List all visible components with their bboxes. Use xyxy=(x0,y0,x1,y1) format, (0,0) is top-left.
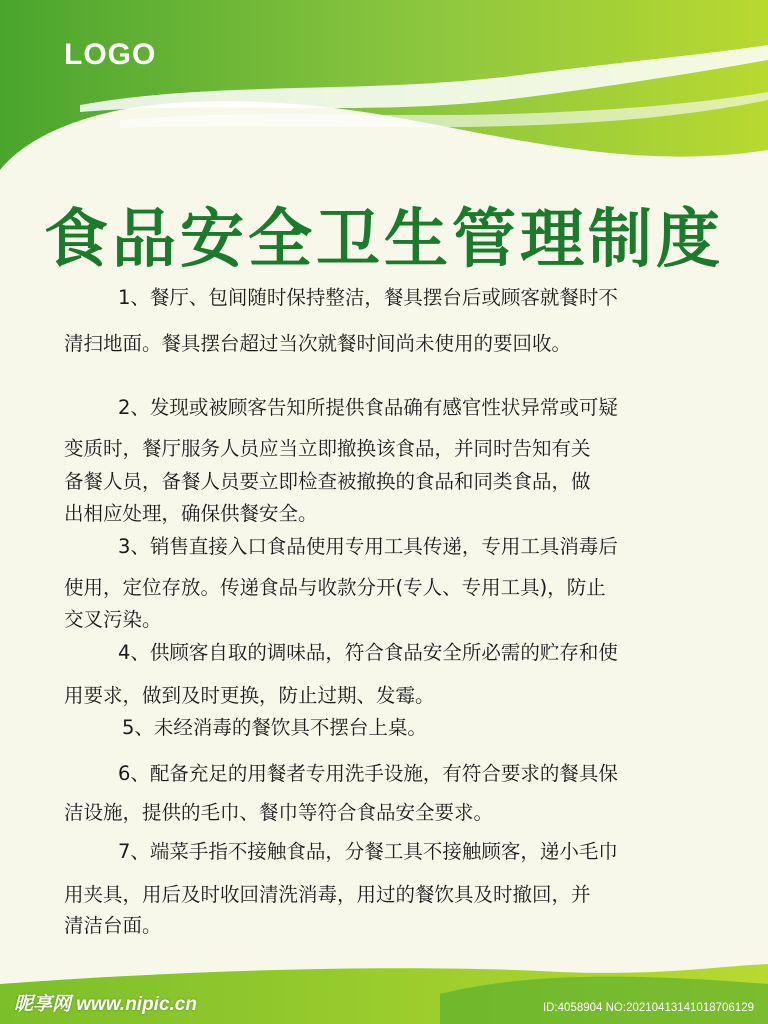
header-wave xyxy=(0,0,768,200)
rule-line: 清扫地面。餐具摆台超过当次就餐时间尚未使用的要回收。 xyxy=(64,332,572,355)
watermark-id: ID:4058904 NO:20210413141018706129 xyxy=(542,1002,754,1014)
rule-line: 用要求，做到及时更换，防止过期、发霉。 xyxy=(64,684,435,707)
rule-line: 3、销售直接入口食品使用专用工具传递，专用工具消毒后 xyxy=(118,535,618,558)
rule-line: 1、餐厅、包间随时保持整洁，餐具摆台后或顾客就餐时不 xyxy=(118,286,618,309)
rule-line: 用夹具，用后及时收回清洗消毒，用过的餐饮具及时撤回，并 xyxy=(64,883,591,906)
rule-line: 出相应处理，确保供餐安全。 xyxy=(64,502,318,525)
rule-line: 洁设施，提供的毛巾、餐巾等符合食品安全要求。 xyxy=(64,801,494,824)
rule-line: 使用，定位存放。传递食品与收款分开(专人、专用工具)，防止 xyxy=(64,576,606,599)
page-title: 食品安全卫生管理制度 xyxy=(44,202,724,277)
rule-line: 2、发现或被顾客告知所提供食品确有感官性状异常或可疑 xyxy=(118,396,618,419)
rule-line: 备餐人员，备餐人员要立即检查被撤换的食品和同类食品，做 xyxy=(64,470,591,493)
rule-line: 变质时，餐厅服务人员应当立即撤换该食品，并同时告知有关 xyxy=(64,437,591,460)
rule-line: 交叉污染。 xyxy=(64,608,162,631)
rule-line: 清洁台面。 xyxy=(64,914,162,937)
rule-line: 4、供顾客自取的调味品，符合食品安全所必需的贮存和使 xyxy=(118,641,618,664)
logo: LOGO xyxy=(64,38,157,71)
rule-line: 6、配备充足的用餐者专用洗手设施，有符合要求的餐具保 xyxy=(118,762,618,785)
rule-line: 5、未经消毒的餐饮具不摆台上桌。 xyxy=(122,716,427,739)
rule-line: 7、端菜手指不接触食品，分餐工具不接触顾客，递小毛巾 xyxy=(118,840,618,863)
watermark-site: 昵享网 www.nipic.cn xyxy=(14,994,197,1015)
